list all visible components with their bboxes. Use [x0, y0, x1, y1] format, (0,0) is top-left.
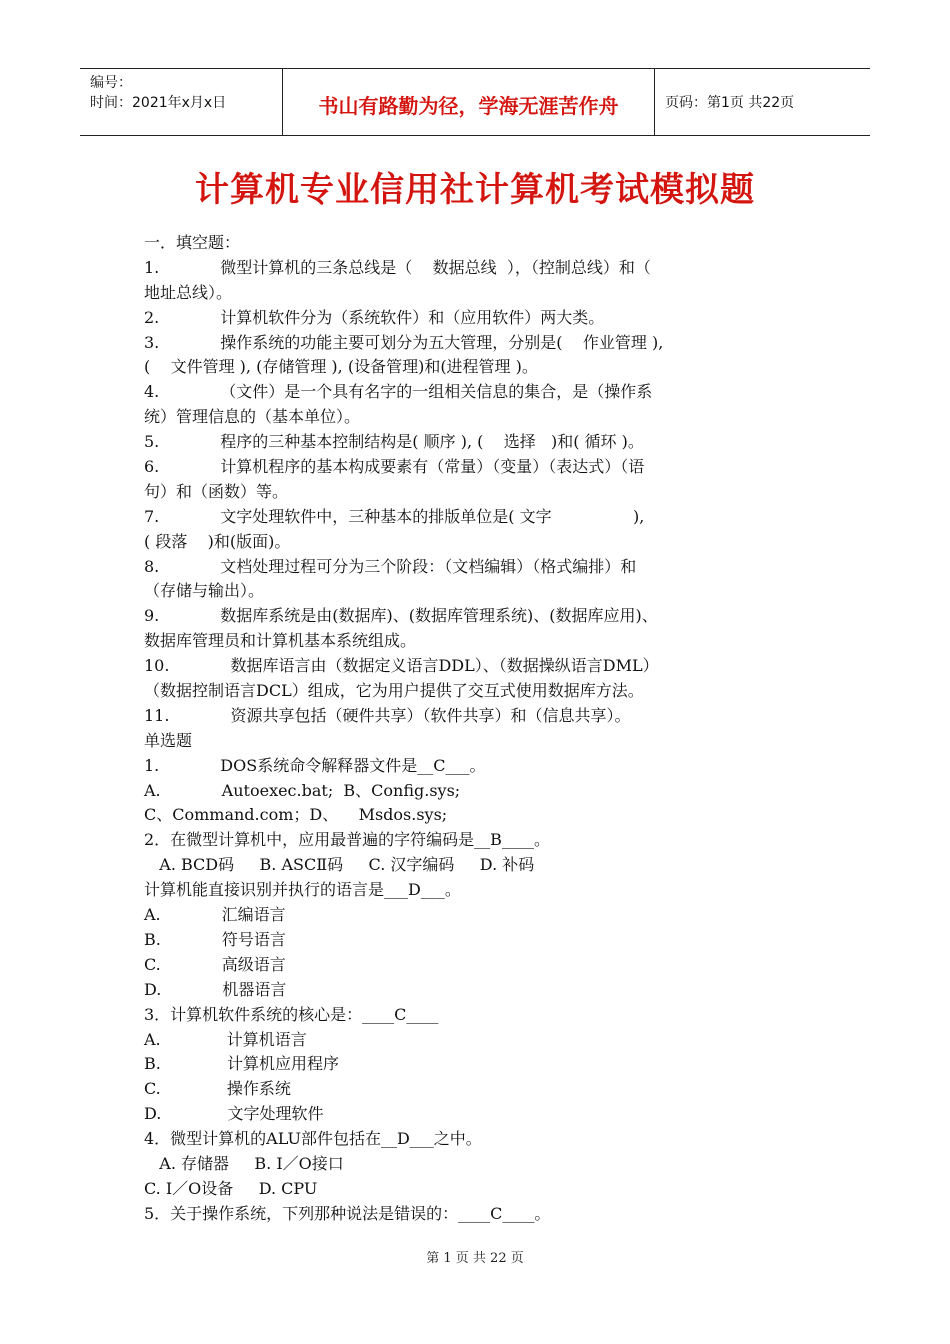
text-line: 6. 计算机程序的基本构成要素有（常量）（变量）（表达式）（语 — [144, 457, 645, 477]
text-line: 1. 微型计算机的三条总线是（ 数据总线 ），（控制总线）和（ — [144, 257, 651, 277]
text-line: 11. 资源共享包括（硬件共享）（软件共享）和（信息共享）。 — [144, 705, 631, 725]
text-line: 数据库管理员和计算机基本系统组成。 — [144, 631, 417, 651]
text-line: 4. （文件）是一个具有名字的一组相关信息的集合，是（操作系 — [144, 382, 653, 402]
motto: 书山有路勤为径，学海无涯苦作舟 — [283, 69, 655, 135]
header-meta-cell — [80, 69, 283, 135]
text-line: D. 文字处理软件 — [144, 1104, 324, 1124]
text-line: B. 符号语言 — [144, 929, 286, 949]
document-title: 计算机专业信用社计算机考试模拟题 — [195, 170, 755, 210]
text-line: 3．计算机软件系统的核心是：____C____ — [144, 1004, 439, 1024]
text-line: （数据控制语言DCL）组成，它为用户提供了交互式使用数据库方法。 — [144, 681, 644, 701]
text-line: 3. 操作系统的功能主要可划分为五大管理，分别是( 作业管理 ), — [144, 332, 664, 352]
text-line: 单选题 — [144, 730, 193, 750]
text-line: 地址总线）。 — [144, 282, 233, 302]
text-line: 7. 文字处理软件中，三种基本的排版单位是( 文字 ), — [144, 506, 645, 526]
text-line: A. BCD码 B. ASCⅡ码 C. 汉字编码 D. 补码 — [144, 855, 535, 875]
text-line: D. 机器语言 — [144, 979, 287, 999]
text-line: A. 汇编语言 — [144, 905, 286, 925]
text-line: A. 存储器 B. I／O接口 — [144, 1153, 344, 1173]
text-line: 句）和（函数）等。 — [144, 481, 289, 501]
text-line: 8. 文档处理过程可分为三个阶段：（文档编辑）（格式编排）和 — [144, 556, 637, 576]
text-line: C. 操作系统 — [144, 1079, 291, 1099]
text-line: C. 高级语言 — [144, 954, 286, 974]
text-line: ( 段落 )和(版面)。 — [144, 531, 291, 551]
page-info: 页码：第1页 共22页 — [665, 95, 795, 111]
text-line: 统）管理信息的（基本单位）。 — [144, 407, 361, 427]
text-line: 1. DOS系统命令解释器文件是__C___。 — [144, 755, 486, 775]
text-line: 9. 数据库系统是由(数据库)、(数据库管理系统)、(数据库应用)、 — [144, 606, 658, 626]
text-line: 一．填空题： — [144, 233, 241, 252]
text-line: C、Command.com；D、 Msdos.sys; — [144, 805, 448, 825]
page-footer: 第 1 页 共 22 页 — [426, 1251, 524, 1266]
number-label: 编号： — [90, 75, 132, 91]
text-line: C. I／O设备 D. CPU — [144, 1178, 318, 1198]
text-line: 计算机能直接识别并执行的语言是___D___。 — [144, 880, 461, 900]
text-line: 2. 计算机软件分为（系统软件）和（应用软件）两大类。 — [144, 307, 605, 327]
text-line: 2．在微型计算机中，应用最普遍的字符编码是__B____。 — [144, 830, 550, 850]
date-label: 时间：2021年x月x日 — [90, 95, 227, 111]
text-line: 4．微型计算机的ALU部件包括在__D___之中。 — [144, 1129, 482, 1149]
header-table — [80, 68, 870, 136]
text-line: 10. 数据库语言由（数据定义语言DDL）、（数据操纵语言DML） — [144, 656, 659, 676]
document-body — [144, 231, 824, 1227]
text-line: ( 文件管理 ), (存储管理 ), (设备管理)和(进程管理 )。 — [144, 357, 538, 377]
text-line: 5．关于操作系统，下列那种说法是错误的：____C____。 — [144, 1203, 551, 1223]
text-line: 5. 程序的三种基本控制结构是( 顺序 ), ( 选择 )和( 循环 )。 — [144, 432, 644, 452]
text-line: A. 计算机语言 — [144, 1029, 307, 1049]
text-line: A. Autoexec.bat; B、Config.sys; — [144, 780, 461, 800]
text-line: B. 计算机应用程序 — [144, 1054, 339, 1074]
text-line: （存储与输出）。 — [144, 581, 265, 601]
